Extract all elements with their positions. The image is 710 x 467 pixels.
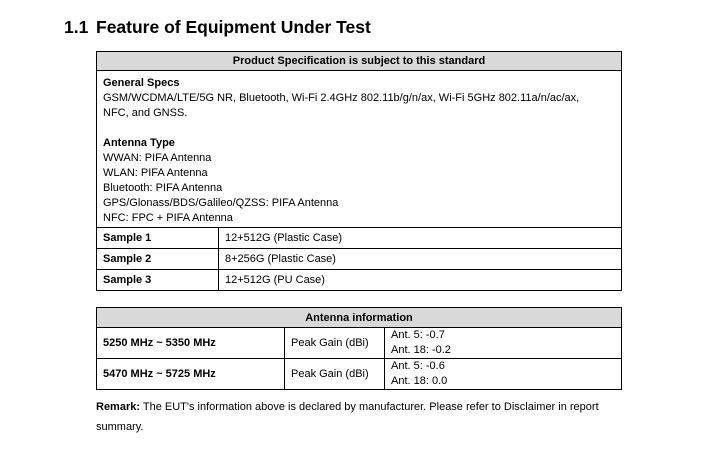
antenna-table-header: Antenna information xyxy=(97,308,622,328)
remark-note xyxy=(96,397,636,437)
section-title: Feature of Equipment Under Test xyxy=(96,17,371,37)
antenna-info-table xyxy=(96,307,622,390)
antenna-type-line: NFC: FPC + PIFA Antenna xyxy=(103,212,233,224)
gain-values xyxy=(385,328,622,359)
table-row xyxy=(97,270,622,291)
frequency-band: 5470 MHz ~ 5725 MHz xyxy=(97,359,285,390)
general-specs-title: General Specs xyxy=(103,77,180,89)
gain-value: Ant. 5: -0.7 xyxy=(391,329,445,341)
spec-details-cell xyxy=(97,71,622,228)
antenna-type-line: GPS/Glonass/BDS/Galileo/QZSS: PIFA Antenna xyxy=(103,197,339,209)
gain-values xyxy=(385,359,622,390)
antenna-type-line: WLAN: PIFA Antenna xyxy=(103,167,208,179)
sample-label: Sample 3 xyxy=(97,270,219,291)
frequency-band: 5250 MHz ~ 5350 MHz xyxy=(97,328,285,359)
sample-value: 12+512G (Plastic Case) xyxy=(219,228,622,249)
antenna-type-line: WWAN: PIFA Antenna xyxy=(103,152,212,164)
parameter-label: Peak Gain (dBi) xyxy=(285,328,385,359)
table-row xyxy=(97,328,622,359)
table-row xyxy=(97,249,622,270)
table-row xyxy=(97,228,622,249)
table-row xyxy=(97,359,622,390)
remark-text: The EUT's information above is declared by manufacturer. Please refer to Disclaimer in report summary. xyxy=(96,401,599,433)
section-number: 1.1 xyxy=(64,17,89,37)
gain-value: Ant. 5: -0.6 xyxy=(391,360,445,372)
sample-label: Sample 1 xyxy=(97,228,219,249)
remark-label: Remark: xyxy=(96,401,141,413)
gain-value: Ant. 18: 0.0 xyxy=(391,375,448,387)
section-heading xyxy=(64,17,371,38)
sample-label: Sample 2 xyxy=(97,249,219,270)
general-specs-line: GSM/WCDMA/LTE/5G NR, Bluetooth, Wi-Fi 2.4GHz 802.11b/g/n/ax, Wi-Fi 5GHz 802.11a/n/ac/ax, xyxy=(103,92,580,104)
sample-value: 8+256G (Plastic Case) xyxy=(219,249,622,270)
antenna-type-line: Bluetooth: PIFA Antenna xyxy=(103,182,223,194)
gain-value: Ant. 18: -0.2 xyxy=(391,344,451,356)
sample-value: 12+512G (PU Case) xyxy=(219,270,622,291)
parameter-label: Peak Gain (dBi) xyxy=(285,359,385,390)
general-specs-line: NFC, and GNSS. xyxy=(103,107,188,119)
antenna-type-title: Antenna Type xyxy=(103,137,175,149)
spec-table-header: Product Specification is subject to this standard xyxy=(97,52,622,71)
product-spec-table xyxy=(96,51,622,291)
